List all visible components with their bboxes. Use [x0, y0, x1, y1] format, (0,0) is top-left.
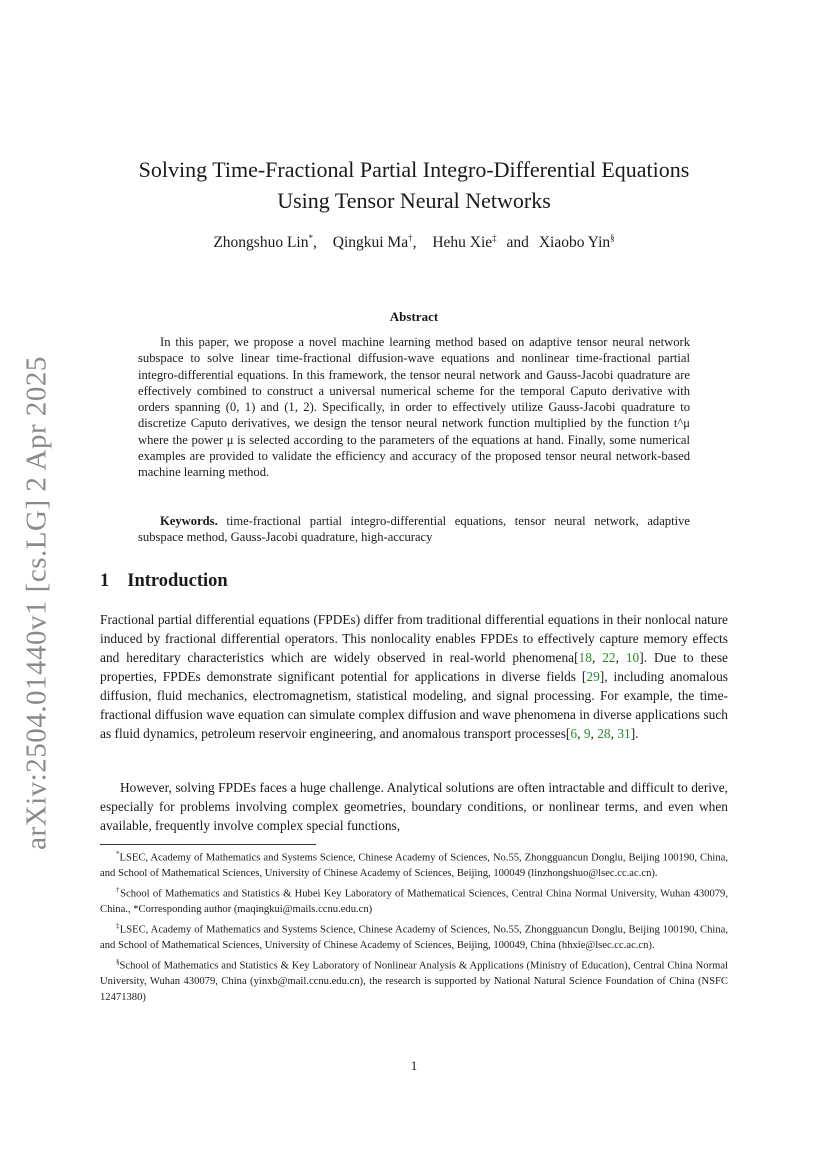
arxiv-identifier-stamp: arXiv:2504.01440v1 [cs.LG] 2 Apr 2025	[20, 356, 53, 850]
author-list	[100, 233, 728, 252]
citation-link[interactable]: 31	[617, 726, 631, 741]
footnote: *LSEC, Academy of Mathematics and Systems Science, Chinese Academy of Sciences, No.55, Zhongguancun Donglu, Beijing 100190, China, and School of Mathematical Sciences, University of Chinese Academy of Sciences, Beijing, 100049 (linzhongshuo@lsec.cc.ac.cn).	[100, 850, 728, 879]
footnotes	[100, 847, 728, 1007]
abstract-heading: Abstract	[389, 309, 439, 324]
intro-paragraph-1: Fractional partial differential equations (FPDEs) differ from traditional differential equations in their nonlocal nature induced by fractional differential operators. This nonlocality enables FPDEs to effectively capture memory effects and hereditary characteristics which are widely observed in real-world phenomena[18, 22, 10]. Due to these properties, FPDEs demonstrate significant potential for applications in diverse fields [29], including anomalous diffusion, fluid mechanics, electromagnetism, statistical modeling, and signal processing. For example, the time-fractional diffusion wave equation can simulate complex diffusion and wave phenomena in diverse applications such as fluid dynamics, petroleum reservoir engineering, and anomalous transport processes[6, 9, 28, 31].	[100, 612, 729, 741]
paper-title	[100, 154, 728, 216]
keywords-text: time-fractional partial integro-differential equations, tensor neural network, adaptive subspace method, Gauss-Jacobi quadrature, high-accuracy	[138, 514, 690, 545]
keywords	[138, 513, 690, 546]
title-line-1: Solving Time-Fractional Partial Integro-Differential Equations	[138, 157, 690, 182]
abstract-text: In this paper, we propose a novel machine learning method based on adaptive tensor neural network subspace to solve linear time-fractional diffusion-wave equations and nonlinear time-fractional partial integro-differential equations. In this framework, the tensor neural network and Gauss-Jacobi quadrature are effectively combined to construct a universal numerical scheme for the temporal Caputo derivative with orders spanning (0, 1) and (1, 2). Specifically, in order to effectively utilize Gauss-Jacobi quadrature to discretize Caputo derivatives, we design the tensor neural network function multiplied by the function t^μ where the power μ is selected according to the parameters of the equations at hand. Finally, some numerical examples are provided to validate the efficiency and accuracy of the proposed tensor neural network-based machine learning method.	[138, 335, 690, 480]
footnote-divider	[100, 844, 316, 845]
author: Zhongshuo Lin*,	[213, 233, 317, 252]
title-line-2: Using Tensor Neural Networks	[277, 188, 551, 213]
intro-paragraph-2: However, solving FPDEs faces a huge challenge. Analytical solutions are often intractable and difficult to derive, especially for problems involving complex geometries, boundary conditions, or nonlinear terms, and even when available, frequently involve complex special functions,	[100, 780, 728, 833]
citation-link[interactable]: 29	[586, 669, 600, 684]
citation-link[interactable]: 18	[578, 650, 592, 665]
citation-link[interactable]: 6	[570, 726, 578, 741]
author: Hehu Xie‡	[432, 233, 497, 252]
section-heading	[100, 571, 228, 592]
author-conjunction: and	[506, 234, 529, 252]
section-title: Introduction	[127, 571, 228, 591]
footnote: §School of Mathematics and Statistics & Key Laboratory of Nonlinear Analysis & Applications (Ministry of Education), Central China Normal University, Wuhan 430079, China (yinxb@mail.ccnu.edu.cn), the research is supported by National Natural Science Foundation of China (NSFC 12471380)	[100, 958, 728, 1003]
author: Xiaobo Yin§	[538, 233, 615, 252]
citation-link[interactable]: 10	[625, 650, 640, 665]
footnote: †School of Mathematics and Statistics & Hubei Key Laboratory of Mathematical Sciences, Central China Normal University, Wuhan 430079, China., *Corresponding author (maqingkui@mails.ccnu.edu.cn)	[100, 886, 728, 915]
citation-link[interactable]: 22	[602, 650, 616, 665]
section-number: 1	[100, 571, 110, 591]
citation-link[interactable]: 28	[597, 726, 611, 741]
author: Qingkui Ma†,	[332, 233, 417, 252]
footnote: ‡LSEC, Academy of Mathematics and Systems Science, Chinese Academy of Sciences, No.55, Zhongguancun Donglu, Beijing 100190, China, and School of Mathematical Sciences, University of Chinese Academy of Sciences, Beijing, 100049, China (hhxie@lsec.cc.ac.cn).	[100, 922, 728, 952]
keywords-label: Keywords.	[160, 514, 218, 528]
page-number: 1	[410, 1058, 418, 1073]
citation-link[interactable]: 9	[583, 726, 591, 741]
